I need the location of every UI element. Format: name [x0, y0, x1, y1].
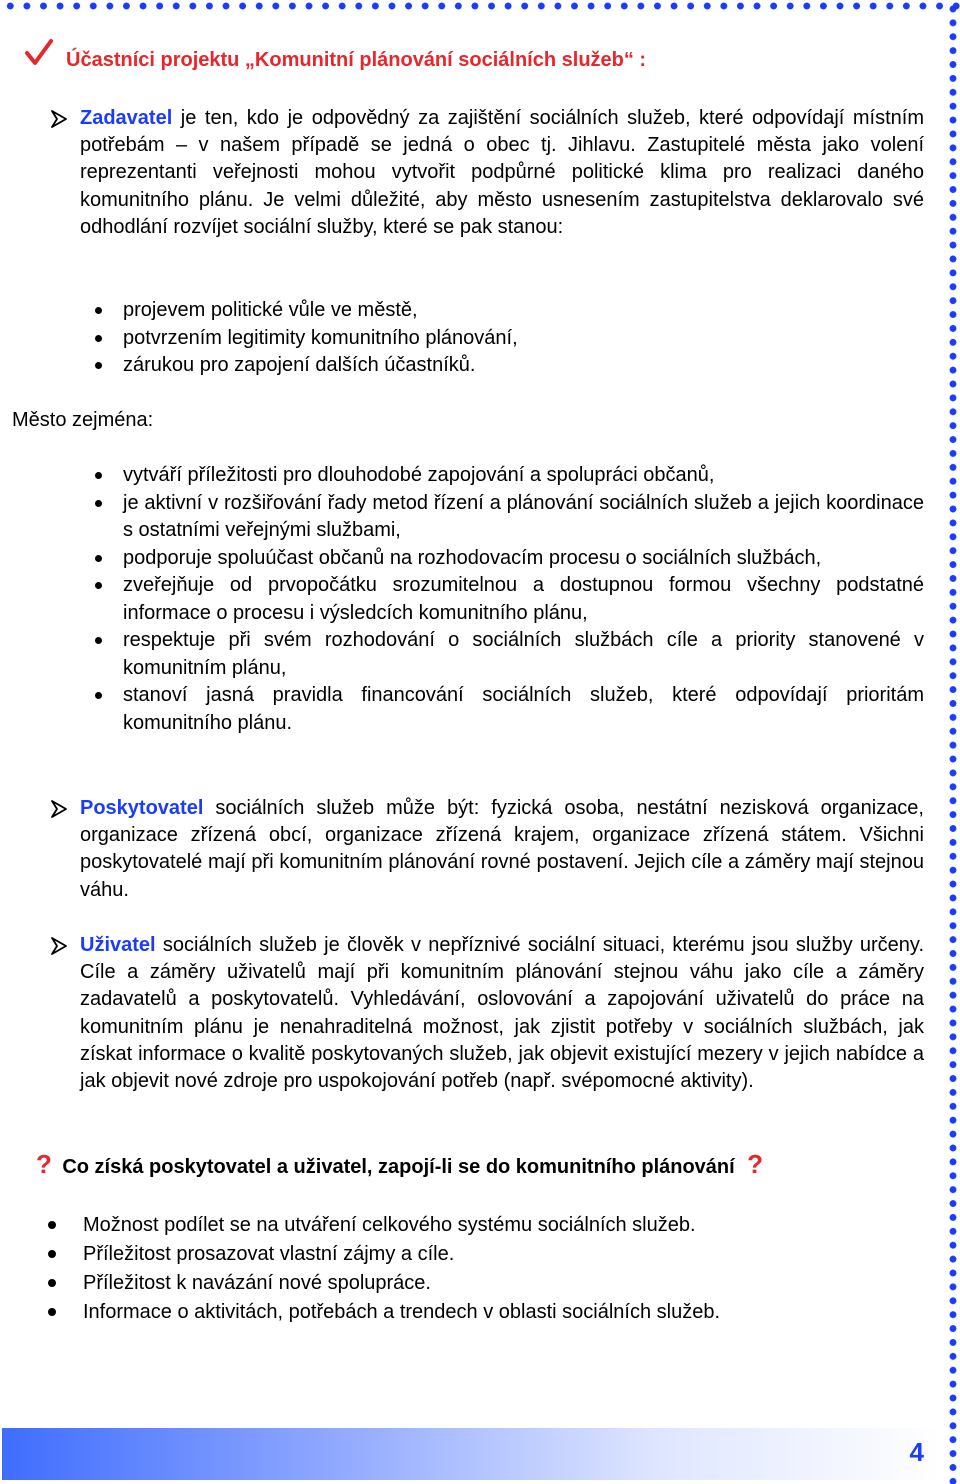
zadavatel-list [123, 297, 923, 380]
list-item: zárukou pro zapojení dalších účastníků. [123, 352, 923, 380]
zadavatel-term: Zadavatel [80, 107, 173, 129]
list-item: podporuje spoluúčast občanů na rozhodovacím procesu o sociálních službách, [123, 545, 924, 573]
list-item: je aktivní v rozšiřování řady metod řízení a plánování sociálních služeb a jejich koordinace s ostatními veřejnými službami, [123, 490, 924, 545]
zadavatel-text: je ten, kdo je odpovědný za zajištění sociálních služeb, které odpovídají místním potřebám – v našem případě se jedná o obec tj. Jihlavu. Zastupitelé města jako volení reprezentanti veřejnosti mohou vytvořit podpůrné politické klima pro realizaci daného komunitního plánu. Je velmi důležité, aby město usnesením zastupitelstva deklarovalo své odhodlání rozvíjet sociální služby, které se pak stanou: [80, 107, 924, 238]
right-dotted-border [946, 0, 960, 1484]
question-text: Co získá poskytovatel a uživatel, zapojí-li se do komunitního plánování [62, 1156, 735, 1178]
zadavatel-paragraph [80, 105, 924, 241]
question-heading [36, 1149, 763, 1180]
uzivatel-text: sociálních služeb je člověk v nepříznivé sociální situaci, kterému jsou služby určeny. Cíle a záměry uživatelů mají při komunitním plánování stejnou váhu jako cíle a záměry zadavatelů a poskytovatelů. Vyhledávání, oslovování a zapojování uživatelů do práce na komunitním plánu je nenahraditelná možnost, jak zjistit potřeby v sociálních službách, jak získat informace o kvalitě poskytovaných služeb, jak objevit existující mezery v jejich nabídce a jak objevit nové zdroje pro uspokojování potřeb (např. svépomocné aktivity). [80, 934, 924, 1093]
checkmark-icon [24, 38, 54, 68]
uzivatel-term: Uživatel [80, 934, 156, 956]
list-item: Možnost podílet se na utváření celkového systému sociálních služeb. [83, 1211, 923, 1240]
footer-bar [2, 1428, 942, 1480]
arrow-bullet-icon [50, 936, 68, 956]
list-item: projevem politické vůle ve městě, [123, 297, 923, 325]
poskytovatel-term: Poskytovatel [80, 797, 204, 819]
list-item: Informace o aktivitách, potřebách a trendech v oblasti sociálních služeb. [83, 1298, 923, 1327]
uzivatel-paragraph [80, 932, 924, 1095]
question-mark-icon: ? [747, 1149, 764, 1179]
list-item: Příležitost prosazovat vlastní zájmy a cíle. [83, 1240, 923, 1269]
list-item: zveřejňuje od prvopočátku srozumitelnou a dostupnou formou všechny podstatné informace o procesu i výsledcích komunitního plánu, [123, 572, 924, 627]
arrow-bullet-icon [50, 799, 68, 819]
page-number: 4 [909, 1437, 924, 1467]
section-heading: Účastníci projektu „Komunitní plánování sociálních služeb“ : [66, 49, 647, 71]
list-item: potvrzením legitimity komunitního plánování, [123, 325, 923, 353]
list-item: Příležitost k navázání nové spolupráce. [83, 1269, 923, 1298]
city-list [123, 462, 924, 737]
poskytovatel-paragraph [80, 795, 924, 904]
question-mark-icon: ? [36, 1149, 52, 1179]
top-dotted-border [0, 0, 960, 12]
list-item: respektuje při svém rozhodování o sociálních službách cíle a priority stanovené v komunitním plánu, [123, 627, 924, 682]
poskytovatel-text: sociálních služeb může být: fyzická osoba, nestátní nezisková organizace, organizace zřízená obcí, organizace zřízená krajem, organizace zřízená státem. Všichni poskytovatelé mají při komunitním plánování rovné postavení. Jejich cíle a záměry mají stejnou váhu. [80, 797, 924, 901]
city-label: Město zejména: [12, 409, 154, 431]
arrow-bullet-icon [50, 109, 68, 129]
list-item: vytváří příležitosti pro dlouhodobé zapojování a spolupráci občanů, [123, 462, 924, 490]
benefits-list [83, 1211, 923, 1327]
list-item: stanoví jasná pravidla financování sociálních služeb, které odpovídají prioritám komunitního plánu. [123, 682, 924, 737]
